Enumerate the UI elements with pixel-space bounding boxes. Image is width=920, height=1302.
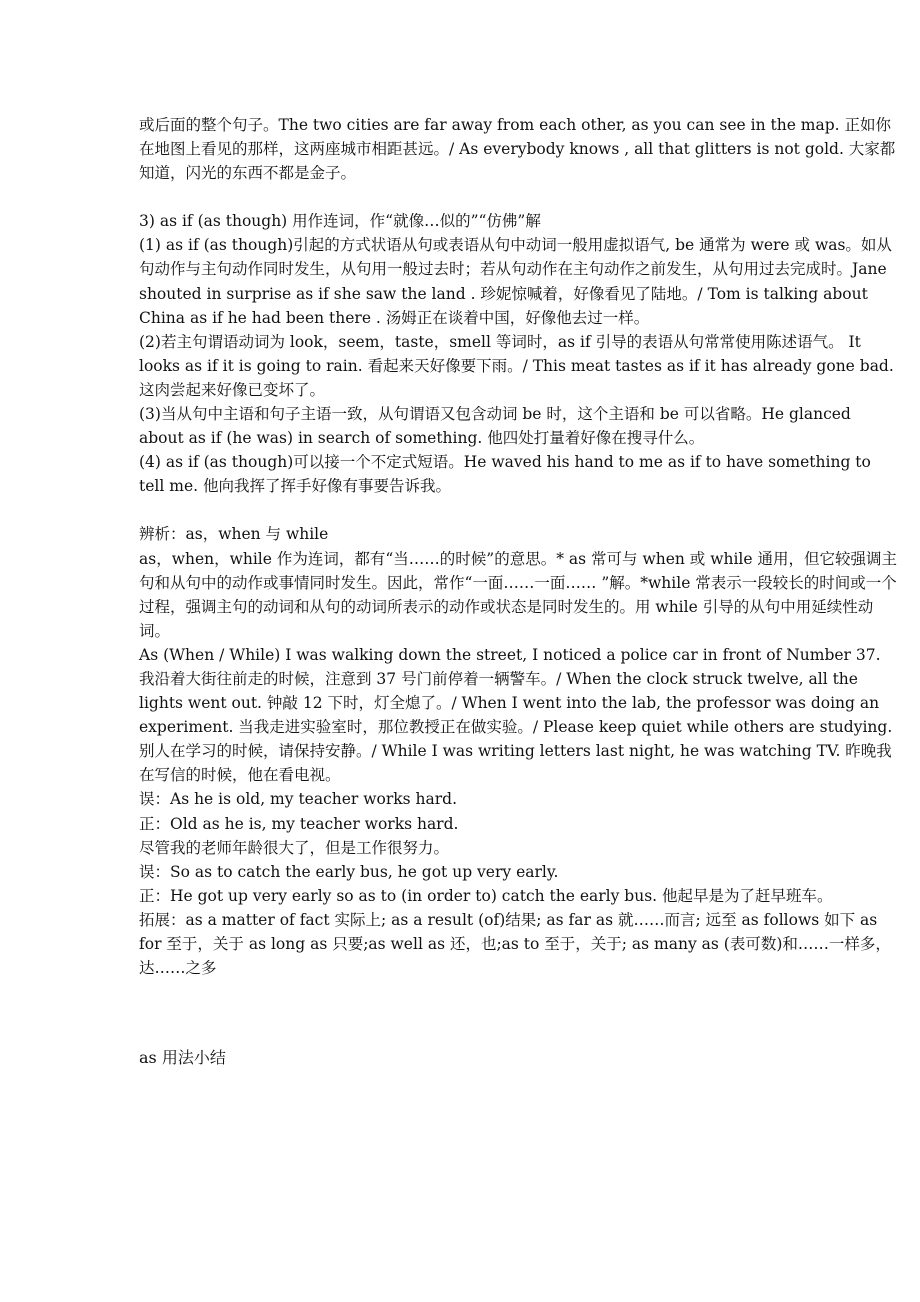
document-body <box>139 113 899 1070</box>
paragraph-as-clause-examples: 或后面的整个句子。The two cities are far away from each other, as you can see in the map. 正如你在地图上看见的那样，这两座城市相距甚远。/ As everybody knows , all that glitters is not gold. 大家都知道，闪光的东西不都是金子。 <box>139 116 896 183</box>
paragraph-as-if-rule-3: (3)当从句中主语和句子主语一致，从句谓语又包含动词 be 时，这个主语和 be 可以省略。He glanced about as if (he was) in search of something. 他四处打量着好像在搜寻什么。 <box>139 405 851 448</box>
paragraph-extension-phrases: 拓展：as a matter of fact 实际上; as a result (of)结果; as far as 就……而言; 远至 as follows 如下 as for 至于，关于 as long as 只要;as well as 还，也;as to 至于，关于; as many as (表可数)和……一样多，达……之多 <box>139 910 891 978</box>
paragraph-as-if-rule-1: (1) as if (as though)引起的方式状语从句或表语从句中动词一般用虚拟语气, be 通常为 were 或 was。如从句动作与主句动作同时发生，从句用一般过去时；若从句动作在主句动作之前发生，从句用过去完成时。Jane shouted in surprise as if she saw the land . 珍妮惊喊着，好像看见了陆地。/ Tom is talking about China as if he had been there . 汤姆正在谈着中国，好像他去过一样。 <box>139 236 892 327</box>
wrong-example-2: 误：So as to catch the early bus, he got up very early. <box>139 862 559 881</box>
paragraph-comparison-examples: As (When / While) I was walking down the street, I noticed a police car in front of Number 37. 我沿着大街往前走的时候，注意到 37 号门前停着一辆警车。/ When the clock struck twelve, all the lights went out. 钟敲 12 下时，灯全熄了。/ When I went into the lab, the professor was doing an experiment. 当我走进实验室时，那位教授正在做实验。/ Please keep quiet while others are studying. 别人在学习的时候，请保持安静。/ While I was writing letters last night, he was watching TV. 昨晚我在写信的时候，他在看电视。 <box>139 645 893 785</box>
wrong-example-1: 误：As he is old, my teacher works hard. <box>139 790 458 809</box>
paragraph-as-if-rule-4: (4) as if (as though)可以接一个不定式短语。He waved his hand to me as if to have something to tell me. 他向我挥了挥手好像有事要告诉我。 <box>139 453 871 496</box>
paragraph-comparison-explanation: as，when，while 作为连词，都有“当……的时候”的意思。* as 常可与 when 或 while 通用，但它较强调主句和从句中的动作或事情同时发生。因此，常作“一面……一面…… ”解。*while 常表示一段较长的时间或一个过程，强调主句的动词和从句的动词所表示的动作或状态是同时发生的。用 while 引导的从句中用延续性动词。 <box>139 549 897 640</box>
section-title-as-summary: as 用法小结 <box>139 1048 226 1068</box>
correct-example-2: 正：He got up very early so as to (in order to) catch the early bus. 他起早是为了赶早班车。 <box>139 886 833 905</box>
spacer <box>139 980 899 1046</box>
spacer <box>139 498 899 522</box>
section-heading-as-if: 3) as if (as though) 用作连词，作“就像…似的”“仿佛”解 <box>139 212 541 231</box>
paragraph-as-if-rule-2: (2)若主句谓语动词为 look，seem，taste，smell 等词时，as if 引导的表语从句常常使用陈述语气。 It looks as if it is going to rain. 看起来天好像要下雨。/ This meat tastes as if it has already gone bad. 这肉尝起来好像已变坏了。 <box>139 332 894 399</box>
section-heading-comparison: 辨析：as，when 与 while <box>139 525 329 544</box>
translation-example-1: 尽管我的老师年龄很大了，但是工作很努力。 <box>139 838 450 857</box>
correct-example-1: 正：Old as he is, my teacher works hard. <box>139 814 459 833</box>
spacer <box>139 185 899 209</box>
